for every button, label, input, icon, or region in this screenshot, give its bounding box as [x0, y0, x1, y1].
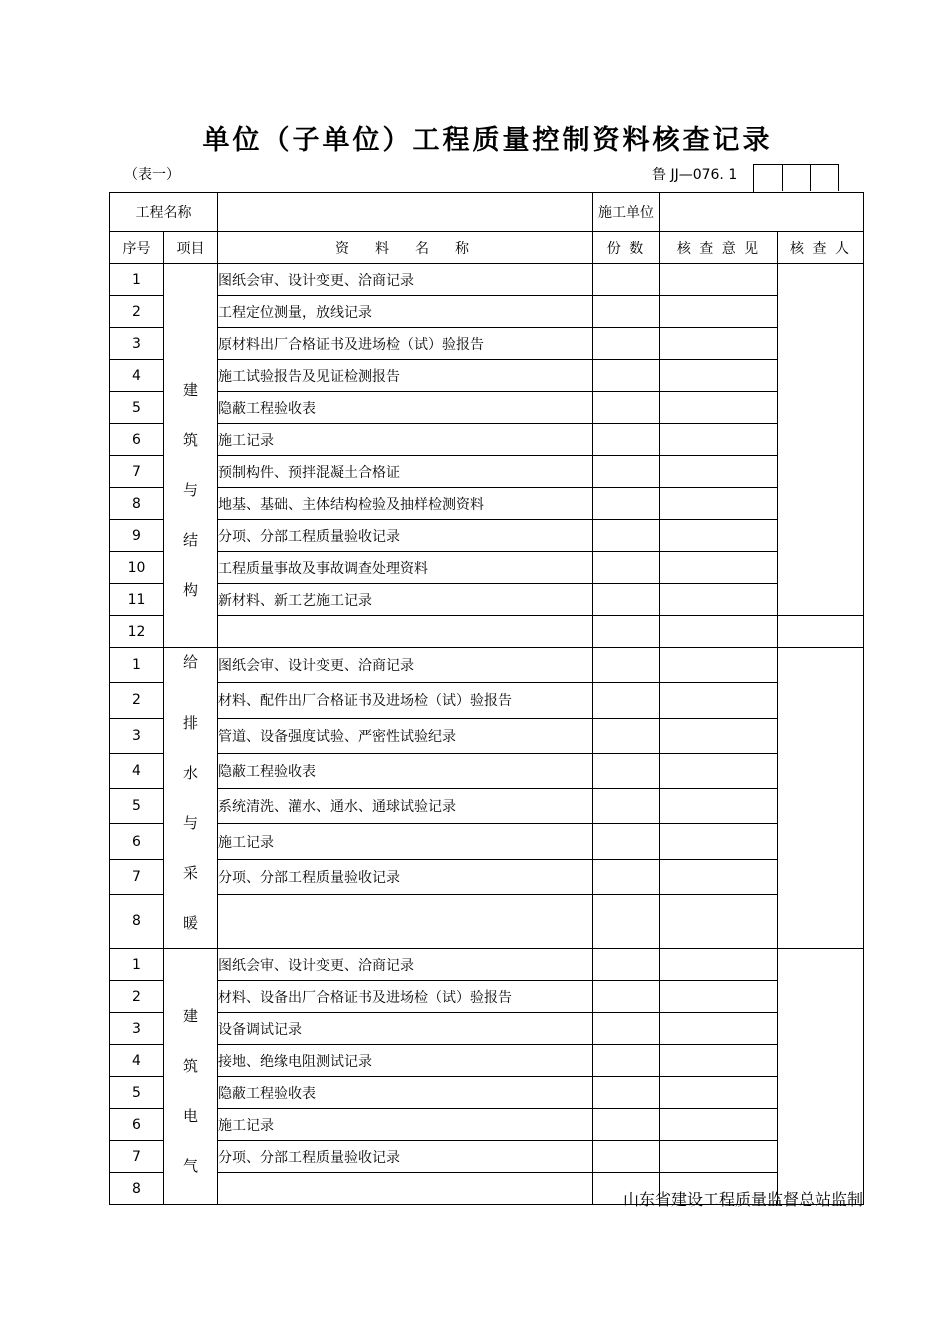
opinion-cell[interactable]	[660, 488, 778, 520]
opinion-cell[interactable]	[660, 1077, 778, 1109]
table-row	[110, 392, 864, 424]
col-header-checker: 核 查 人	[778, 232, 864, 264]
opinion-cell[interactable]	[660, 520, 778, 552]
table-row	[110, 894, 864, 948]
copies-cell[interactable]	[593, 894, 660, 948]
table-row	[110, 683, 864, 718]
document-name: 隐蔽工程验收表	[218, 1077, 593, 1109]
col-header-seq: 序号	[110, 232, 164, 264]
copies-cell[interactable]	[593, 683, 660, 718]
copies-cell[interactable]	[593, 753, 660, 788]
document-name: 新材料、新工艺施工记录	[218, 584, 593, 616]
table-row	[110, 1077, 864, 1109]
code-box[interactable]	[811, 165, 839, 191]
col-header-doc-name: 资 料 名 称	[218, 232, 593, 264]
category-cell	[164, 949, 218, 1205]
copies-cell[interactable]	[593, 1077, 660, 1109]
copies-cell[interactable]	[593, 718, 660, 753]
document-name	[218, 1173, 593, 1205]
document-name: 材料、配件出厂合格证书及进场检（试）验报告	[218, 683, 593, 718]
opinion-cell[interactable]	[660, 753, 778, 788]
opinion-cell[interactable]	[660, 981, 778, 1013]
table-row	[110, 456, 864, 488]
opinion-cell[interactable]	[660, 789, 778, 824]
category-char: 采	[182, 864, 198, 882]
row-number: 4	[110, 360, 164, 392]
category-char: 结	[182, 530, 198, 549]
copies-cell[interactable]	[593, 424, 660, 456]
code-boxes	[753, 164, 839, 192]
code-box[interactable]	[754, 165, 783, 191]
table-row	[110, 616, 864, 648]
document-name: 图纸会审、设计变更、洽商记录	[218, 949, 593, 981]
opinion-cell[interactable]	[660, 824, 778, 859]
row-number: 8	[110, 894, 164, 948]
document-name: 分项、分部工程质量验收记录	[218, 859, 593, 894]
table-row	[110, 648, 864, 683]
category-char: 暖	[182, 914, 198, 932]
row-number: 3	[110, 328, 164, 360]
table-row	[110, 360, 864, 392]
table-row	[110, 552, 864, 584]
category-cell	[164, 264, 218, 648]
row-number: 1	[110, 949, 164, 981]
copies-cell[interactable]	[593, 789, 660, 824]
table-row	[110, 1109, 864, 1141]
form-code: 鲁 JJ—076. 1	[652, 167, 738, 183]
copies-cell[interactable]	[593, 264, 660, 296]
category-char: 与	[182, 480, 198, 499]
opinion-cell[interactable]	[660, 648, 778, 683]
opinion-cell[interactable]	[660, 949, 778, 981]
row-number: 9	[110, 520, 164, 552]
category-label	[164, 297, 217, 615]
document-name: 隐蔽工程验收表	[218, 392, 593, 424]
opinion-cell[interactable]	[660, 718, 778, 753]
row-number: 7	[110, 1141, 164, 1173]
row-number: 7	[110, 859, 164, 894]
category-char: 建	[182, 380, 198, 399]
construction-unit-label: 施工单位	[593, 193, 660, 232]
copies-cell[interactable]	[593, 360, 660, 392]
table-row	[110, 824, 864, 859]
opinion-cell[interactable]	[660, 1141, 778, 1173]
category-char: 水	[182, 764, 198, 782]
opinion-cell[interactable]	[660, 392, 778, 424]
row-number: 1	[110, 264, 164, 296]
opinion-cell[interactable]	[660, 616, 778, 648]
copies-cell[interactable]	[593, 488, 660, 520]
category-label	[164, 648, 217, 948]
checker-cell[interactable]	[778, 616, 864, 648]
table-row	[110, 753, 864, 788]
opinion-cell[interactable]	[660, 424, 778, 456]
copies-cell[interactable]	[593, 949, 660, 981]
document-name: 分项、分部工程质量验收记录	[218, 1141, 593, 1173]
document-name: 接地、绝缘电阻测试记录	[218, 1045, 593, 1077]
copies-cell[interactable]	[593, 520, 660, 552]
document-name: 工程定位测量，放线记录	[218, 296, 593, 328]
table-row	[110, 1045, 864, 1077]
checker-cell[interactable]	[778, 949, 864, 1205]
opinion-cell[interactable]	[660, 584, 778, 616]
table-row	[110, 981, 864, 1013]
document-name: 施工记录	[218, 1109, 593, 1141]
document-name: 预制构件、预拌混凝土合格证	[218, 456, 593, 488]
copies-cell[interactable]	[593, 859, 660, 894]
copies-cell[interactable]	[593, 1013, 660, 1045]
document-name: 管道、设备强度试验、严密性试验纪录	[218, 718, 593, 753]
footer-issuer: 山东省建设工程质量监督总站监制	[622, 1190, 863, 1209]
opinion-cell[interactable]	[660, 456, 778, 488]
document-name: 图纸会审、设计变更、洽商记录	[218, 264, 593, 296]
table-row	[110, 264, 864, 296]
opinion-cell[interactable]	[660, 296, 778, 328]
copies-cell[interactable]	[593, 392, 660, 424]
copies-cell[interactable]	[593, 648, 660, 683]
opinion-cell[interactable]	[660, 894, 778, 948]
category-label	[164, 963, 217, 1191]
review-table	[109, 192, 864, 1205]
document-name: 设备调试记录	[218, 1013, 593, 1045]
document-name: 原材料出厂合格证书及进场检（试）验报告	[218, 328, 593, 360]
document-name: 分项、分部工程质量验收记录	[218, 520, 593, 552]
copies-cell[interactable]	[593, 824, 660, 859]
document-name: 隐蔽工程验收表	[218, 753, 593, 788]
row-number: 5	[110, 392, 164, 424]
document-name: 施工记录	[218, 424, 593, 456]
opinion-cell[interactable]	[660, 1013, 778, 1045]
category-cell	[164, 648, 218, 949]
table-row	[110, 584, 864, 616]
document-name: 系统清洗、灌水、通水、通球试验记录	[218, 789, 593, 824]
row-number: 10	[110, 552, 164, 584]
row-number: 11	[110, 584, 164, 616]
copies-cell[interactable]	[593, 1141, 660, 1173]
row-number: 2	[110, 981, 164, 1013]
category-char: 给	[182, 653, 198, 671]
copies-cell[interactable]	[593, 981, 660, 1013]
table-row	[110, 488, 864, 520]
table-row	[110, 1013, 864, 1045]
col-header-item: 项目	[164, 232, 218, 264]
row-number: 2	[110, 683, 164, 718]
table-row	[110, 296, 864, 328]
table-row	[110, 424, 864, 456]
opinion-cell[interactable]	[660, 859, 778, 894]
category-char: 电	[182, 1106, 198, 1125]
row-number: 5	[110, 1077, 164, 1109]
category-char: 排	[182, 714, 198, 732]
copies-cell[interactable]	[593, 616, 660, 648]
opinion-cell[interactable]	[660, 1109, 778, 1141]
checker-cell[interactable]	[778, 264, 864, 616]
row-number: 8	[110, 1173, 164, 1205]
row-number: 7	[110, 456, 164, 488]
document-name: 工程质量事故及事故调查处理资料	[218, 552, 593, 584]
copies-cell[interactable]	[593, 296, 660, 328]
table-row	[110, 718, 864, 753]
category-char: 与	[182, 814, 198, 832]
row-number: 6	[110, 824, 164, 859]
table-row	[110, 859, 864, 894]
project-name-label: 工程名称	[110, 193, 218, 232]
page-title: 单位（子单位）工程质量控制资料核查记录	[202, 125, 773, 156]
table-number: （表一）	[124, 167, 180, 183]
row-number: 4	[110, 753, 164, 788]
copies-cell[interactable]	[593, 1045, 660, 1077]
row-number: 5	[110, 789, 164, 824]
col-header-copies: 份 数	[593, 232, 660, 264]
code-box[interactable]	[783, 165, 811, 191]
copies-cell[interactable]	[593, 1109, 660, 1141]
opinion-cell[interactable]	[660, 264, 778, 296]
category-char: 建	[182, 1006, 198, 1025]
row-number: 3	[110, 1013, 164, 1045]
row-number: 4	[110, 1045, 164, 1077]
col-header-opinion: 核 查 意 见	[660, 232, 778, 264]
opinion-cell[interactable]	[660, 1045, 778, 1077]
row-number: 6	[110, 424, 164, 456]
opinion-cell[interactable]	[660, 328, 778, 360]
document-name: 施工试验报告及见证检测报告	[218, 360, 593, 392]
copies-cell[interactable]	[593, 552, 660, 584]
category-char: 构	[182, 580, 198, 599]
document-name: 图纸会审、设计变更、洽商记录	[218, 648, 593, 683]
row-number: 1	[110, 648, 164, 683]
document-name: 材料、设备出厂合格证书及进场检（试）验报告	[218, 981, 593, 1013]
opinion-cell[interactable]	[660, 552, 778, 584]
table-row	[110, 949, 864, 981]
copies-cell[interactable]	[593, 456, 660, 488]
table-row	[110, 1141, 864, 1173]
row-number: 12	[110, 616, 164, 648]
category-char: 筑	[182, 1056, 198, 1075]
row-number: 3	[110, 718, 164, 753]
copies-cell[interactable]	[593, 328, 660, 360]
document-name: 地基、基础、主体结构检验及抽样检测资料	[218, 488, 593, 520]
document-name: 施工记录	[218, 824, 593, 859]
construction-unit-field[interactable]	[660, 193, 864, 232]
table-row	[110, 328, 864, 360]
document-name	[218, 894, 593, 948]
row-number: 6	[110, 1109, 164, 1141]
document-name	[218, 616, 593, 648]
category-char: 筑	[182, 430, 198, 449]
opinion-cell[interactable]	[660, 683, 778, 718]
table-row	[110, 789, 864, 824]
table-row	[110, 520, 864, 552]
row-number: 2	[110, 296, 164, 328]
opinion-cell[interactable]	[660, 360, 778, 392]
project-name-field[interactable]	[218, 193, 593, 232]
checker-cell[interactable]	[778, 648, 864, 949]
copies-cell[interactable]	[593, 584, 660, 616]
row-number: 8	[110, 488, 164, 520]
category-char: 气	[182, 1156, 198, 1175]
